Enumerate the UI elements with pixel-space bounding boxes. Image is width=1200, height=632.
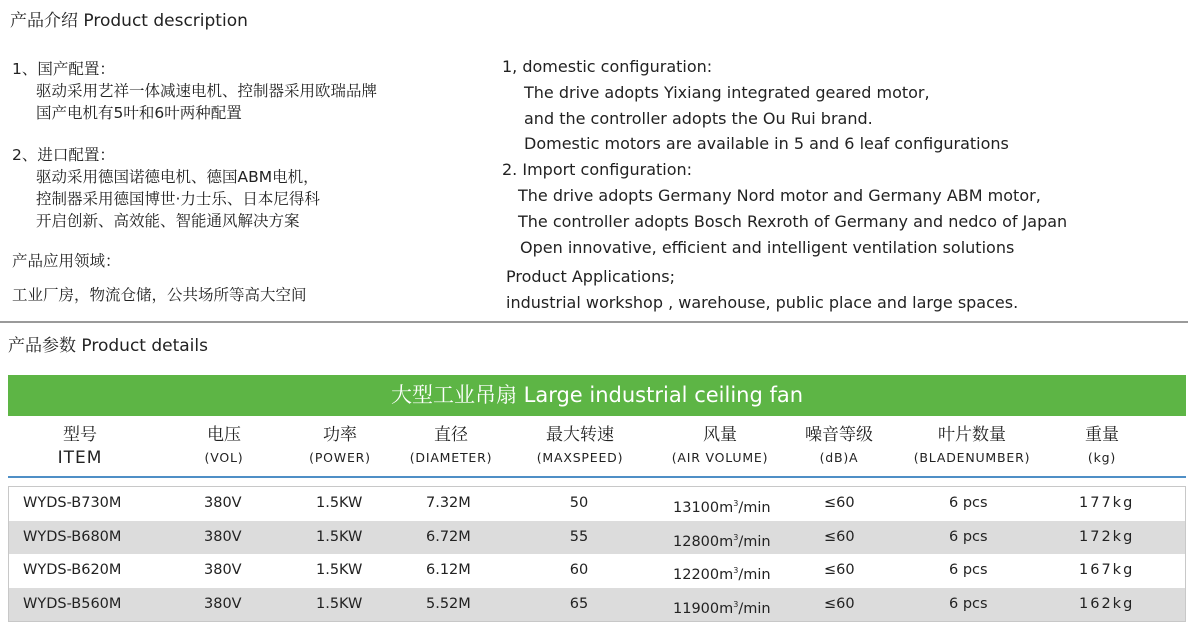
cell-max-speed: 60: [569, 562, 589, 578]
cell-weight: 177kg: [1079, 495, 1135, 511]
table-row: [9, 521, 1185, 555]
cell-blades: 6 pcs: [949, 562, 988, 578]
zh-line: 1、国产配置：: [12, 60, 115, 78]
cell-air-volume: $13100m^3/\min$: [673, 499, 771, 516]
column-header-zh: 最大转速: [546, 425, 614, 445]
column-header-zh: 风量: [703, 425, 737, 445]
cell-air-volume: $12200m^3/\min$: [673, 566, 771, 583]
column-header-en: (DIAMETER): [409, 450, 493, 465]
table-header-underline: [8, 476, 1186, 478]
column-header-item: [40, 423, 120, 469]
column-header-en: (POWER): [309, 450, 371, 465]
product-details-title: 产品参数 Product details: [8, 336, 208, 356]
cell-noise: ≤60: [824, 595, 855, 612]
cell-diameter: 6.72M: [426, 528, 471, 545]
cell-weight: 167kg: [1079, 562, 1135, 578]
table-row: [9, 487, 1185, 521]
cell-max-speed: 55: [569, 528, 589, 545]
column-header-power: [290, 423, 390, 467]
cell-blades: 6 pcs: [949, 595, 988, 612]
column-header-voltage: [174, 423, 274, 467]
section-divider: [0, 321, 1188, 323]
column-header-air-volume: [660, 423, 780, 467]
cell-voltage: 380V: [204, 495, 242, 511]
en-line: The drive adopts Germany Nord motor and Germany ABM motor,: [518, 185, 1041, 205]
cell-item: WYDS-B730M: [23, 495, 122, 511]
table-row: [9, 554, 1185, 588]
column-header-en: (BLADENUMBER): [913, 450, 1031, 465]
column-header-zh: 功率: [323, 425, 357, 445]
en-line: Open innovative, efficient and intelligent ventilation solutions: [520, 237, 1015, 257]
cell-weight: 162kg: [1079, 595, 1135, 612]
cell-diameter: 6.12M: [426, 562, 471, 578]
cell-power: 1.5KW: [316, 495, 363, 511]
column-header-diameter: [396, 423, 506, 467]
column-header-en: (MAXSPEED): [536, 450, 624, 465]
cell-item: WYDS-B620M: [23, 562, 122, 578]
cell-air-volume: $11900m^3/\min$: [673, 599, 771, 617]
table-title-bar: 大型工业吊扇 Large industrial ceiling fan: [8, 375, 1186, 416]
en-line: 2. Import configuration:: [502, 160, 693, 180]
column-header-en: (dB)A: [819, 450, 859, 465]
cell-blades: 6 pcs: [949, 528, 988, 545]
column-header-zh: 型号: [63, 425, 97, 445]
en-line: The drive adopts Yixiang integrated geared motor,: [524, 82, 930, 102]
zh-line: 控制器采用德国博世·力士乐、日本尼得科: [36, 190, 320, 208]
cell-voltage: 380V: [204, 562, 242, 578]
en-line: Product Applications;: [506, 267, 675, 287]
zh-line: 工业厂房，物流仓储，公共场所等高大空间: [12, 286, 307, 304]
column-header-en: ITEM: [57, 448, 103, 468]
column-header-zh: 叶片数量: [938, 425, 1006, 445]
cell-item: WYDS-B680M: [23, 528, 122, 545]
en-line: and the controller adopts the Ou Rui brand.: [524, 108, 873, 128]
cell-diameter: 5.52M: [426, 595, 471, 612]
column-header-zh: 噪音等级: [805, 425, 873, 445]
zh-line: 国产电机有5叶和6叶两种配置: [36, 104, 242, 122]
zh-line: 产品应用领域：: [12, 252, 121, 270]
zh-line: 开启创新、高效能、智能通风解决方案: [36, 212, 300, 230]
table-row: [9, 588, 1185, 622]
cell-voltage: 380V: [204, 528, 242, 545]
cell-max-speed: 50: [569, 495, 589, 511]
cell-noise: ≤60: [824, 495, 855, 511]
description-english: [502, 54, 1067, 316]
description-chinese: [12, 58, 377, 306]
column-header-blade-number: [902, 423, 1042, 467]
cell-air-volume: $12800m^3/\min$: [673, 532, 771, 550]
column-header-max-speed: [520, 423, 640, 467]
column-header-zh: 重量: [1085, 425, 1119, 445]
cell-max-speed: 65: [569, 595, 589, 612]
zh-line: 2、进口配置：: [12, 146, 115, 164]
cell-voltage: 380V: [204, 595, 242, 612]
cell-weight: 172kg: [1079, 528, 1135, 545]
cell-item: WYDS-B560M: [23, 595, 122, 612]
column-header-en: (kg): [1087, 450, 1117, 465]
en-line: 1, domestic configuration:: [502, 57, 713, 76]
column-header-en: (AIR VOLUME): [671, 450, 769, 465]
product-description-title: 产品介绍 Product description: [10, 11, 248, 31]
column-header-noise: [789, 423, 889, 467]
cell-blades: 6 pcs: [949, 495, 988, 511]
cell-power: 1.5KW: [316, 528, 363, 545]
cell-diameter: 7.32M: [426, 495, 471, 511]
column-header-zh: 直径: [434, 425, 468, 445]
en-line: Domestic motors are available in 5 and 6 leaf configurations: [524, 134, 1009, 154]
column-header-en: (VOL): [204, 450, 244, 465]
cell-noise: ≤60: [824, 562, 855, 578]
column-header-zh: 电压: [207, 425, 241, 445]
cell-power: 1.5KW: [316, 562, 363, 578]
column-header-weight: [1062, 423, 1142, 467]
zh-line: 驱动采用德国诺德电机、德国ABM电机，: [36, 168, 319, 186]
cell-power: 1.5KW: [316, 595, 363, 612]
zh-line: 驱动采用艺祥一体减速电机、控制器采用欧瑞品牌: [36, 82, 378, 100]
en-line: The controller adopts Bosch Rexroth of Germany and nedco of Japan: [518, 211, 1068, 231]
cell-noise: ≤60: [824, 528, 855, 545]
product-table: [8, 486, 1186, 622]
en-line: industrial workshop , warehouse, public place and large spaces.: [506, 293, 1019, 313]
